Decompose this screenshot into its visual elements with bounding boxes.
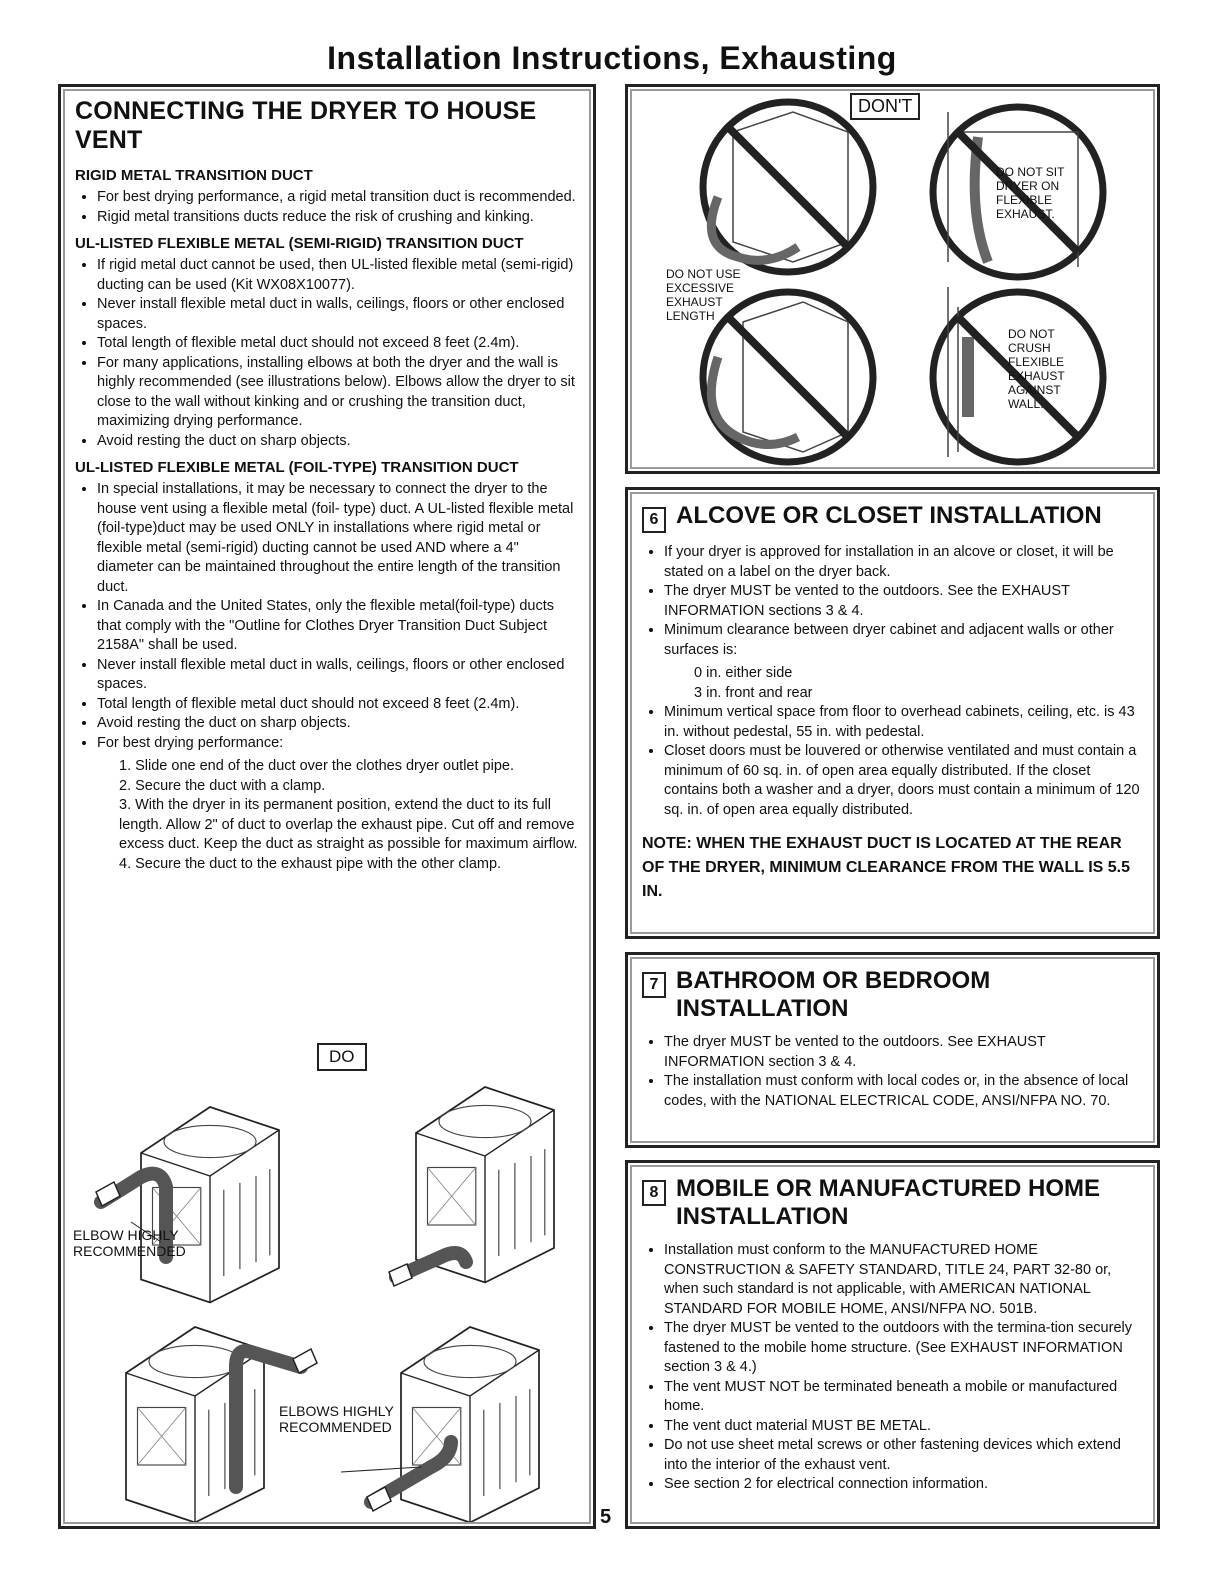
list-item: • If your dryer is approved for installation in an alcove or closet, it will be stated on a label on the dryer back. [664,543,1143,582]
list-item: • The vent duct material MUST BE METAL. [664,1417,1143,1437]
dont-label: DON'T [850,93,920,120]
list-item: • Total length of flexible metal duct should not exceed 8 feet (2.4m). [97,334,579,354]
house-vent-panel [58,84,596,1529]
list-item: • Installation must conform to the MANUFACTURED HOME CONSTRUCTION & SAFETY STANDARD, TITLE 24, PART 32-80 or, when such standard is not applicable, with AMERICAN NATIONAL STANDARD FOR MOBILE HOME, ANSI/NFPA NO. 501B. [664,1241,1143,1319]
alcove-note: NOTE: WHEN THE EXHAUST DUCT IS LOCATED AT THE REAR OF THE DRYER, MINIMUM CLEARANCE FROM THE WALL IS 5.5 IN. [642,835,1131,900]
foil-duct-title: UL-LISTED FLEXIBLE METAL (FOIL-TYPE) TRANSITION DUCT [75,459,519,476]
page-number: 5 [600,1506,612,1528]
list-item: • Total length of flexible metal duct should not exceed 8 feet (2.4m). [97,695,579,715]
alcove-list [642,543,1143,660]
elbow-label: ELBOW HIGHLY RECOMMENDED [73,1227,186,1259]
list-item: • Avoid resting the duct on sharp objects. [97,432,579,452]
bathroom-bedroom-panel [625,952,1160,1148]
list-item: • The vent MUST NOT be terminated beneath a mobile or manufactured home. [664,1378,1143,1417]
list-item: • In Canada and the United States, only the flexible metal(foil-type) ducts that comply with the "Outline for Clothes Dryer Transition Duct Subject 2158A" shall be used. [97,597,579,656]
rigid-duct-list [75,188,579,227]
list-item: • Minimum vertical space from floor to overhead cabinets, ceiling, etc. is 43 in. without pedestal, 55 in. with pedestal. [664,703,1143,742]
section-title: BATHROOM OR BEDROOM INSTALLATION [676,967,991,1022]
list-item: • Closet doors must be louvered or otherwise ventilated and must contain a minimum of 60 sq. in. of open area equally distributed. If the closet contains both a washer and a dryer, doors must contain a minimum of 120 sq. in. of open area equally distributed. [664,742,1143,820]
step-item: 2. Secure the duct with a clamp. [119,777,326,794]
mobile-list [642,1241,1143,1495]
dryer-elbow-illustration [71,1027,586,1522]
elbows-label: ELBOWS HIGHLY RECOMMENDED [279,1403,394,1435]
list-item: • For many applications, installing elbows at both the dryer and the wall is highly recommended (see illustrations below). Elbows allow the dryer to sit close to the wall without kinking and or crushing the transition duct, maximizing drying performance. [97,354,579,432]
section-number: 7 [642,972,666,998]
dont-crush-label: DO NOT CRUSH FLEXIBLE EXHAUST AGAINST WALL. [1008,327,1065,411]
semi-rigid-duct-list [75,256,579,451]
step-item: 3. With the dryer in its permanent position, extend the duct to its full length. Allow 2" of duct to overlap the exhaust pipe. Cut off and remove excess duct. Keep the duct as straight as possible for maximum airflow. [119,797,578,852]
bathroom-heading [642,967,1143,1023]
list-item: • Never install flexible metal duct in walls, ceilings, floors or other enclosed spaces. [97,656,579,695]
list-item: • The dryer MUST be vented to the outdoors. See EXHAUST INFORMATION section 3 & 4. [664,1033,1143,1072]
step-item: 1. Slide one end of the duct over the clothes dryer outlet pipe. [119,758,514,774]
list-item: • The dryer MUST be vented to the outdoors with the termina-tion securely fastened to the mobile home structure. (See EXHAUST INFORMATION section 3 & 4.) [664,1319,1143,1378]
mobile-home-panel [625,1160,1160,1529]
list-item: • Minimum clearance between dryer cabinet and adjacent walls or other surfaces is: [664,621,1143,660]
clearance-front: 3 in. front and rear [694,684,813,701]
rigid-duct-title: RIGID METAL TRANSITION DUCT [75,167,313,184]
list-item: • If rigid metal duct cannot be used, then UL-listed flexible metal (semi-rigid) ducting can be used (Kit WX08X10077). [97,256,579,295]
do-label: DO [317,1043,367,1071]
section-number: 8 [642,1180,666,1206]
list-item: • See section 2 for electrical connection information. [664,1475,1143,1495]
section-title: MOBILE OR MANUFACTURED HOME INSTALLATION [676,1175,1100,1230]
dont-panel [625,84,1160,474]
alcove-closet-panel [625,487,1160,939]
clearance-side: 0 in. either side [694,665,793,681]
mobile-heading [642,1175,1143,1231]
house-vent-heading: CONNECTING THE DRYER TO HOUSE VENT [75,97,537,154]
list-item: • For best drying performance, a rigid metal transition duct is recommended. [97,188,579,208]
duct-steps-list [75,757,579,874]
step-item: 4. Secure the duct to the exhaust pipe with the other clamp. [119,855,502,872]
list-item: • In special installations, it may be necessary to connect the dryer to the house vent using a flexible metal (foil- type) duct. A UL-listed flexible metal (foil-type)duct may be used ONLY in installations where rigid metal or flexible metal (semi-rigid) ducting cannot be used AND where a 4" diameter can be maintained throughout the entire length of the transition duct. [97,480,579,597]
alcove-heading [642,502,1143,533]
dont-sit-label: DO NOT SIT DRYER ON FLEXIBLE EXHAUST. [996,165,1065,221]
bathroom-list [642,1033,1143,1111]
list-item: • The dryer MUST be vented to the outdoors. See the EXHAUST INFORMATION sections 3 & 4. [664,582,1143,621]
dont-excessive-label: DO NOT USE EXCESSIVE EXHAUST LENGTH [666,267,741,323]
list-item: • Avoid resting the duct on sharp objects. [97,714,579,734]
semi-rigid-duct-title: UL-LISTED FLEXIBLE METAL (SEMI-RIGID) TRANSITION DUCT [75,235,524,252]
list-item: • The installation must conform with local codes or, in the absence of local codes, with the NATIONAL ELECTRICAL CODE, ANSI/NFPA NO. 70. [664,1072,1143,1111]
section-number: 6 [642,507,666,533]
foil-duct-list [75,480,579,753]
list-item: • Never install flexible metal duct in walls, ceilings, floors or other enclosed spaces. [97,295,579,334]
list-item: • For best drying performance: [97,734,579,754]
section-title: ALCOVE OR CLOSET INSTALLATION [676,502,1102,529]
list-item: • Rigid metal transitions ducts reduce the risk of crushing and kinking. [97,208,579,228]
page-title: Installation Instructions, Exhausting [327,40,897,76]
list-item: • Do not use sheet metal screws or other fastening devices which extend into the interior of the exhaust vent. [664,1436,1143,1475]
alcove-list-2 [642,703,1143,820]
